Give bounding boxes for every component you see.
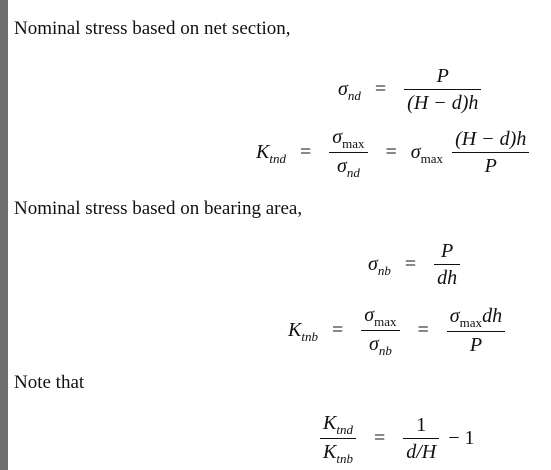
sigma-max-symbol: $\sigma_{max}$ [410,141,444,166]
fraction-hdh-over-p: $\frac{(H - d)h}{P}$ [452,126,529,179]
fraction-one-over-dh: $\frac{1}{d/H}$ [403,412,439,465]
fraction-max-over-nd: $\frac{\sigma_{max}}{\sigma_{nd}}$ [329,124,367,181]
left-border-bar [0,0,8,470]
sigma-nd-symbol: $\sigma_{nd}$ [338,78,361,103]
text-bearing-area: Nominal stress based on bearing area, [14,198,303,219]
k-tnd-symbol: $K_{tnd}$ [256,141,286,166]
text-net-section: Nominal stress based on net section, [14,18,291,39]
equation-ratio: $\frac{K_{tnd}}{K_{tnb}}$ = $\frac{1}{d/H}$ − 1 [316,410,475,467]
k-tnb-symbol: $K_{tnb}$ [288,319,318,344]
fraction-maxdh-over-p: $\frac{\sigma_{max}dh}{P}$ [447,303,505,358]
text-note-that: Note that [14,372,85,393]
sigma-nb-symbol: $\sigma_{nb}$ [368,253,391,278]
minus-one: − 1 [448,427,475,449]
equation-k-tnd: $K_{tnd}$ = $\frac{\sigma_{max}}{\sigma_{nd}}$ = $\sigma_{max}$ $\frac{(H - d)h}{P}$ [256,124,533,181]
fraction-p-over-dh: $\frac{P}{dh}$ [434,238,460,291]
equation-sigma-nd [338,63,485,116]
equation-k-tnb: $K_{tnb}$ = $\frac{\sigma_{max}}{\sigma_{nb}}$ = $\frac{\sigma_{max}dh}{P}$ [288,302,509,359]
fraction-max-over-nb: $\frac{\sigma_{max}}{\sigma_{nb}}$ [361,302,399,359]
fraction-ktnd-over-ktnb: $\frac{K_{tnd}}{K_{tnb}}$ [320,410,356,467]
fraction-p-over-hdh: $\frac{P}{(H - d)h}$ [404,63,481,116]
equals-sign: = [374,78,387,100]
equation-sigma-nb: $\sigma_{nb}$ = $\frac{P}{dh}$ [368,238,464,291]
